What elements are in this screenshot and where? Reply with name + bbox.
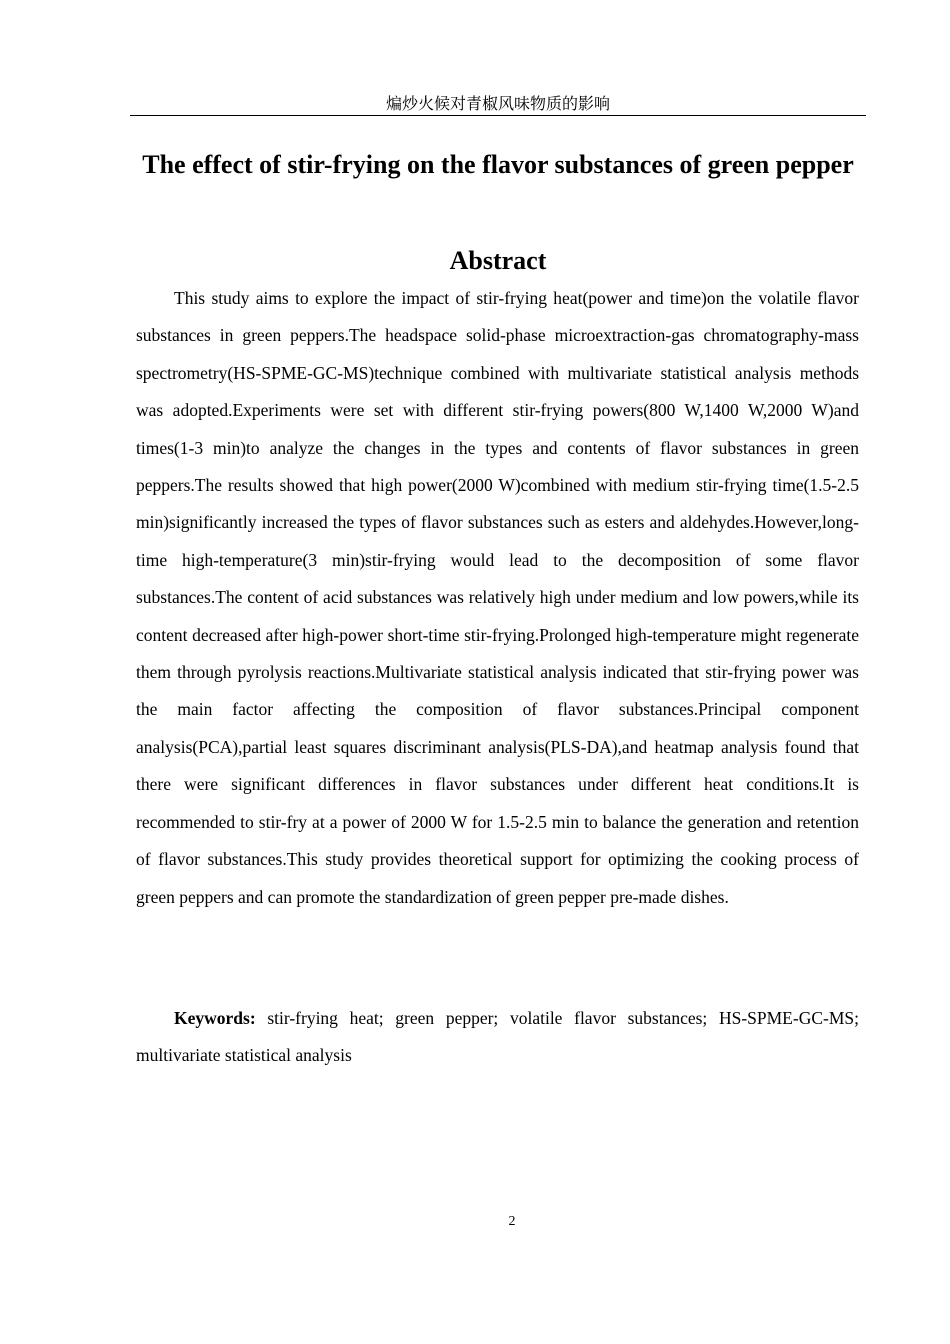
keywords-text: stir-frying heat; green pepper; volatile flavor substances; HS-SPME-GC-MS; multivariate statistical analysis: [136, 1008, 859, 1066]
keywords-label: Keywords:: [174, 1008, 256, 1028]
page-number: 2: [508, 1214, 516, 1229]
abstract-heading: Abstract: [449, 246, 547, 275]
abstract-body: This study aims to explore the impact of stir-frying heat(power and time)on the volatile flavor substances in green peppers.The headspace solid-phase microextraction-gas chromatography-mass spectrometry(HS-SPME-GC-MS)technique combined with multivariate statistical analysis methods was adopted.Experiments were set with different stir-frying powers(800 W,1400 W,2000 W)and times(1-3 min)to analyze the changes in the types and contents of flavor substances in green peppers.The results showed that high power(2000 W)combined with medium stir-frying time(1.5-2.5 min)significantly increased the types of flavor substances such as esters and aldehydes.However,long-time high-temperature(3 min)stir-frying would lead to the decomposition of some flavor substances.The content of acid substances was relatively high under medium and low powers,while its content decreased after high-power short-time stir-frying.Prolonged high-temperature might regenerate them through pyrolysis reactions.Multivariate statistical analysis indicated that stir-frying power was the main factor affecting the composition of flavor substances.Principal component analysis(PCA),partial least squares discriminant analysis(PLS-DA),and heatmap analysis found that there were significant differences in flavor substances under different heat conditions.It is recommended to stir-fry at a power of 2000 W for 1.5-2.5 min to balance the generation and retention of flavor substances.This study provides theoretical support for optimizing the cooking process of green peppers and can promote the standardization of green pepper pre-made dishes.: [136, 288, 859, 907]
running-header: 煸炒火候对青椒风味物质的影响: [385, 94, 610, 113]
keywords-paragraph: [136, 1000, 859, 1075]
paper-title: The effect of stir-frying on the flavor substances of green pepper: [142, 150, 854, 179]
header-rule: [130, 115, 866, 116]
